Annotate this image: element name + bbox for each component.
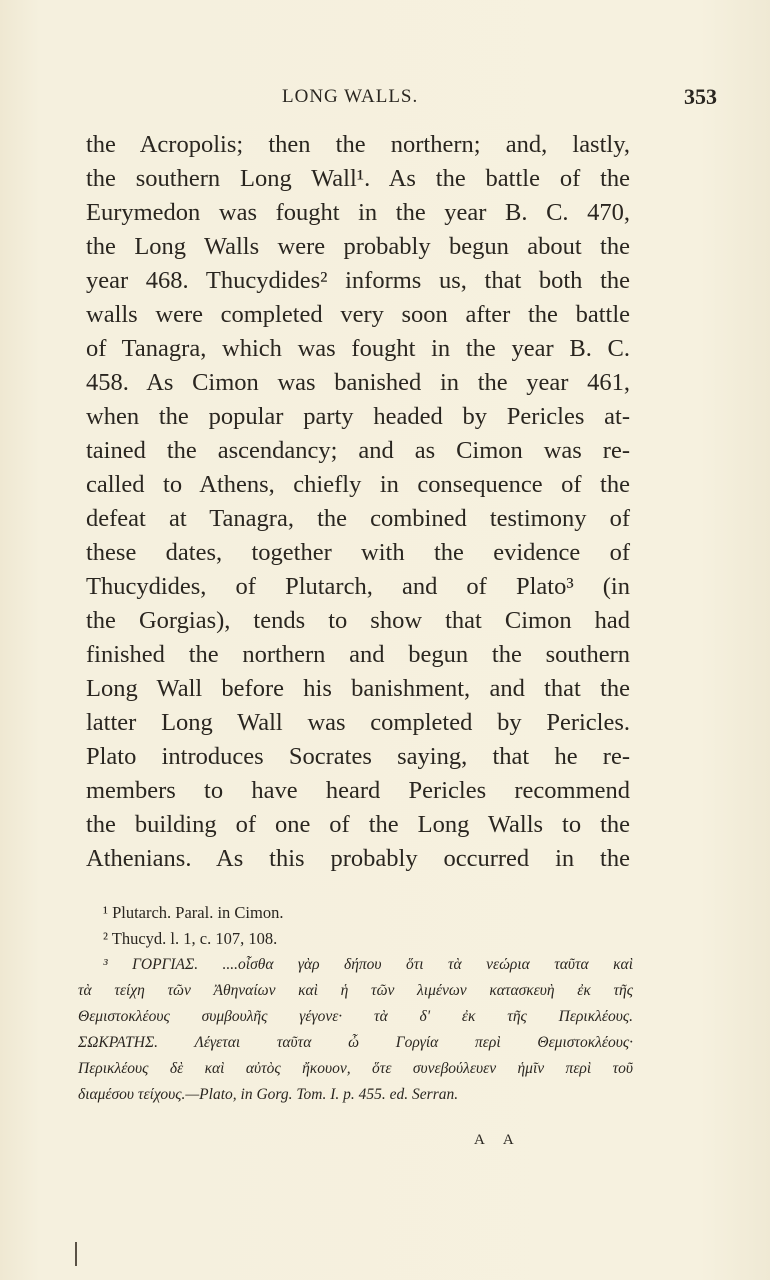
body-line: latter Long Wall was completed by Pericles. [86, 709, 630, 736]
footnote-3-line: ³ ΓΟΡΓΙΑΣ. ....οἶσθα γὰρ δήπου ὅτι τὰ νεώρια ταῦτα καὶ [103, 956, 633, 973]
body-line: called to Athens, chiefly in consequence of the [86, 471, 630, 498]
body-line: the Gorgias), tends to show that Cimon had [86, 607, 630, 634]
page-number: 353 [684, 84, 717, 109]
footnote-3-line: τὰ τείχη τῶν Ἀθηναίων καὶ ἡ τῶν λιμένων κατασκευὴ ἐκ τῆς [78, 982, 633, 999]
body-line: year 468. Thucydides² informs us, that both the [86, 267, 630, 294]
body-line: the building of one of the Long Walls to the [86, 811, 630, 838]
body-line: finished the northern and begun the southern [86, 641, 630, 668]
footnote-2: ² Thucyd. l. 1, c. 107, 108. [103, 929, 278, 948]
signature-mark: A A [474, 1132, 522, 1148]
footnote-3-line: Θεμιστοκλέους συμβουλῆς γέγονε· τὰ δ' ἐκ τῆς Περικλέους. [78, 1008, 633, 1025]
body-line: defeat at Tanagra, the combined testimony of [86, 505, 630, 532]
body-line: members to have heard Pericles recommend [86, 777, 630, 804]
body-line: Eurymedon was fought in the year B. C. 470, [86, 199, 630, 226]
footnote-3-line: διαμέσου τείχους.—Plato, in Gorg. Tom. I. p. 455. ed. Serran. [78, 1086, 459, 1103]
body-line: Long Wall before his banishment, and that the [86, 675, 630, 702]
body-line: Thucydides, of Plutarch, and of Plato³ (in [86, 573, 630, 600]
body-line: tained the ascendancy; and as Cimon was re- [86, 437, 630, 464]
body-line: Athenians. As this probably occurred in the [86, 845, 630, 872]
footnote-3-line: Περικλέους δὲ καὶ αὐτὸς ἤκουον, ὅτε συνεβούλευεν ἡμῖν περὶ τοῦ [78, 1060, 633, 1077]
body-line: these dates, together with the evidence of [86, 539, 630, 566]
page-edge-mark [75, 1242, 77, 1266]
body-line: Plato introduces Socrates saying, that he re- [86, 743, 630, 770]
body-line: the Long Walls were probably begun about the [86, 233, 630, 260]
running-head [0, 86, 770, 112]
body-line: the southern Long Wall¹. As the battle of the [86, 165, 630, 192]
footnote-3-line: ΣΩΚΡΑΤΗΣ. Λέγεται ταῦτα ὦ Γοργία περὶ Θεμιστοκλέους· [78, 1034, 633, 1051]
body-line: of Tanagra, which was fought in the year B. C. [86, 335, 630, 362]
footnotes [78, 900, 633, 1108]
body-line: 458. As Cimon was banished in the year 461, [86, 369, 630, 396]
body-line: walls were completed very soon after the battle [86, 301, 630, 328]
running-title: LONG WALLS. [282, 86, 419, 107]
footnote-1: ¹ Plutarch. Paral. in Cimon. [103, 903, 284, 922]
body-line: when the popular party headed by Pericles at- [86, 403, 630, 430]
body-line: the Acropolis; then the northern; and, lastly, [86, 131, 630, 158]
body-text [86, 128, 630, 876]
